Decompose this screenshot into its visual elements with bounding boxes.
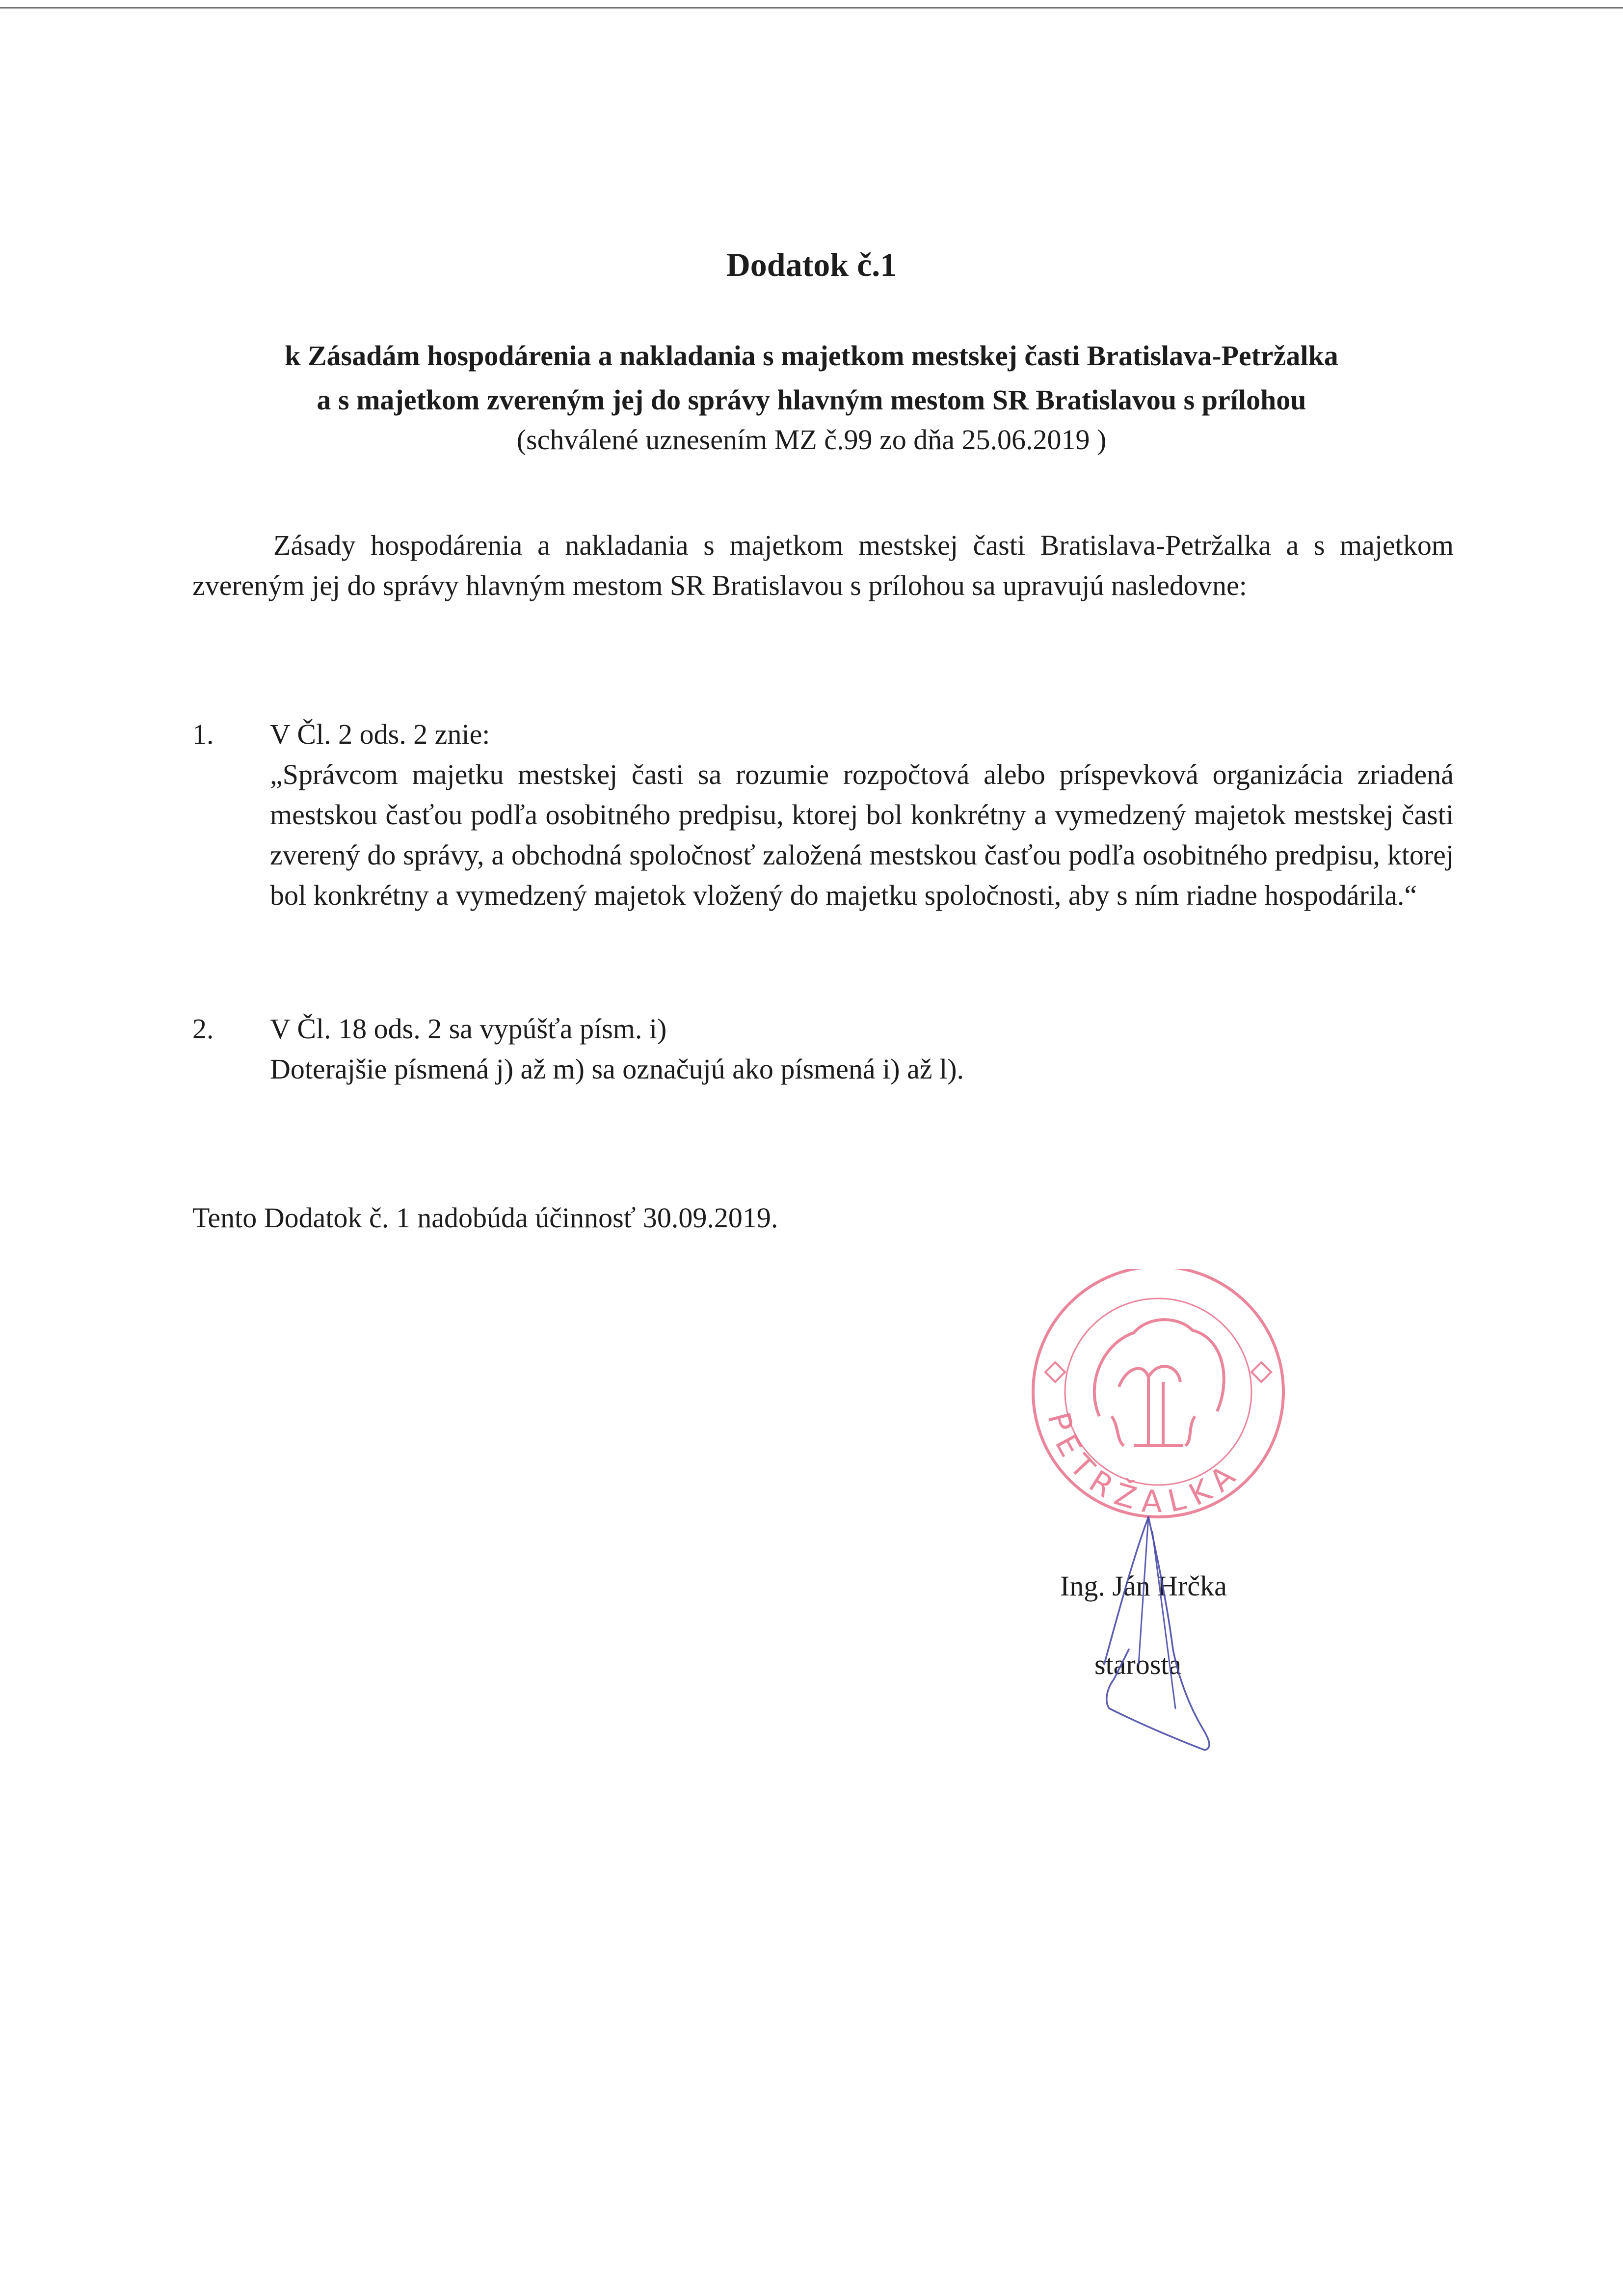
document-title: Dodatok č.1 (726, 246, 897, 283)
signer-name: Ing. Ján Hrčka (1060, 1570, 1227, 1602)
handwritten-signature (1090, 1502, 1227, 1757)
approval-note: (schválené uznesením MZ č.99 zo dňa 25.06.2019 ) (516, 424, 1107, 456)
item-2-text: Doterajšie písmená j) až m) sa označujú ako písmená i) až l). (270, 1053, 964, 1085)
item-2-body (270, 1009, 1454, 1089)
document-subtitle (0, 334, 1623, 422)
scan-edge-line (0, 7, 1623, 9)
subtitle-line-1: k Zásadám hospodárenia a nakladania s majetkom mestskej časti Bratislava-Petržalka (285, 340, 1338, 372)
signer-role: starosta (1094, 1648, 1182, 1680)
subtitle-line-2: a s majetkom zvereným jej do správy hlavným mestom SR Bratislavou s prílohou (317, 384, 1306, 416)
item-1-body (270, 714, 1454, 916)
stamp-lettering: PETRŽALKA (1040, 1408, 1249, 1520)
item-1-text: „Správcom majetku mestskej časti sa rozumie rozpočtová alebo príspevková organizácia zriadená mestskou časťou podľa osobitného predpisu, ktorej bol konkrétny a vymedzený majetok mestskej časti zverený do správy, a obchodná spoločnosť založená mestskou časťou podľa osobitného predpisu, ktorej bol konkrétny a vymedzený majetok vložený do majetku spoločnosti, aby s ním riadne hospodárila.“ (270, 758, 1454, 911)
item-2-number: 2. (192, 1013, 214, 1045)
item-1-heading: V Čl. 2 ods. 2 znie: (270, 718, 490, 750)
effective-date-statement: Tento Dodatok č. 1 nadobúda účinnosť 30.09.2019. (192, 1202, 778, 1234)
item-1-number: 1. (192, 718, 214, 750)
intro-paragraph: Zásady hospodárenia a nakladania s majetkom mestskej časti Bratislava-Petržalka a s majetkom zvereným jej do správy hlavným mestom SR Bratislavou s prílohou sa upravujú nasledovne: (192, 529, 1454, 601)
item-2-heading: V Čl. 18 ods. 2 sa vypúšťa písm. i) (270, 1013, 667, 1045)
petrzalka-stamp-seal (1001, 1269, 1315, 1534)
